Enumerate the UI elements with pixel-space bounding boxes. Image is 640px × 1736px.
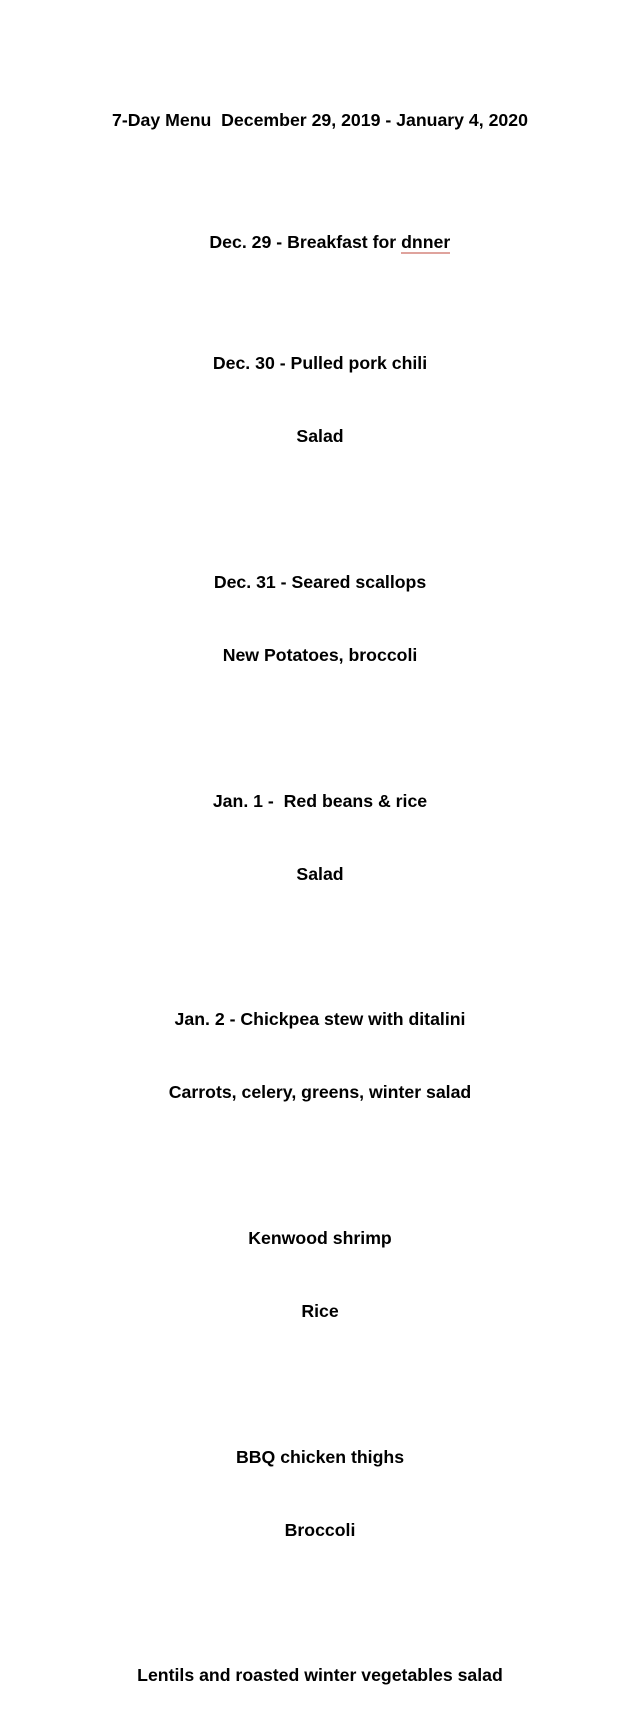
menu-entry-line: Jan. 2 - Chickpea stew with ditalini	[174, 1009, 466, 1030]
menu-entry-line: Lentils and roasted winter vegetables salad	[137, 1665, 503, 1686]
menu-entry-line: Salad	[296, 426, 344, 447]
menu-entry-dec31	[0, 521, 640, 715]
menu-entry-line: Dec. 30 - Pulled pork chili	[212, 353, 428, 374]
menu-entry-line: Salad	[296, 863, 344, 884]
menu-entry-bbq-chicken	[0, 1396, 640, 1590]
menu-entry-jan1	[0, 740, 640, 934]
menu-entry-kenwood-shrimp	[0, 1177, 640, 1371]
misspelled-word[interactable]: dnner	[401, 231, 451, 252]
menu-entry-lentils	[0, 1615, 640, 1736]
menu-entry-line: BBQ chicken thighs	[235, 1446, 405, 1467]
menu-title-text: 7-Day Menu December 29, 2019 - January 4, 2020	[112, 110, 528, 131]
menu-entry-line: Jan. 1 - Red beans & rice	[212, 790, 428, 811]
menu-entry-line: Broccoli	[284, 1519, 356, 1540]
menu-title	[0, 60, 640, 181]
menu-entry-line: Kenwood shrimp	[248, 1228, 392, 1249]
menu-entry-dec29	[0, 206, 640, 279]
menu-entry-dec29-text: Dec. 29 - Breakfast for	[209, 231, 402, 252]
menu-entry-line: Dec. 31 - Seared scallops	[213, 572, 427, 593]
menu-entry-line: Rice	[301, 1300, 339, 1321]
menu-entry-line: Carrots, celery, greens, winter salad	[168, 1082, 472, 1103]
menu-entry-jan2	[0, 959, 640, 1153]
menu-entry-line: New Potatoes, broccoli	[222, 644, 418, 665]
menu-entry-dec30	[0, 303, 640, 497]
